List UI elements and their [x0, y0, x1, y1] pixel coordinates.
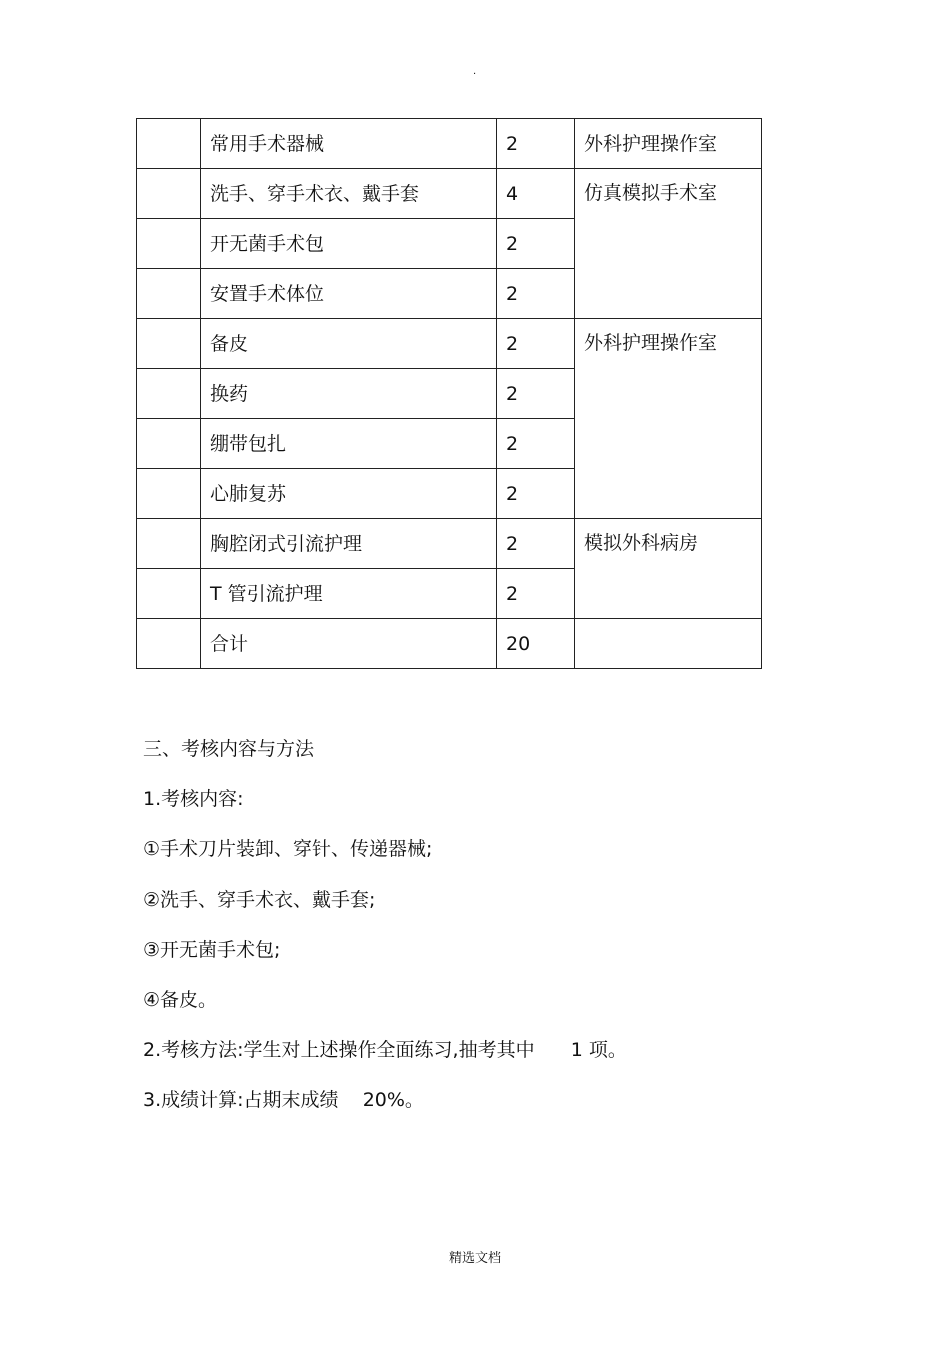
hours-cell: 2 [497, 469, 575, 519]
location-cell: 外科护理操作室 [575, 319, 762, 519]
item-cell: 洗手、穿手术衣、戴手套 [201, 169, 497, 219]
list-item: ③开无菌手术包; [143, 938, 281, 961]
location-cell: 仿真模拟手术室 [575, 169, 762, 319]
hours-cell: 2 [497, 419, 575, 469]
index-cell [137, 219, 201, 269]
item-cell: 胸腔闭式引流护理 [201, 519, 497, 569]
item-cell: 心肺复苏 [201, 469, 497, 519]
index-cell [137, 519, 201, 569]
index-cell [137, 619, 201, 669]
hours-cell: 2 [497, 219, 575, 269]
section-heading: 三、考核内容与方法 [143, 738, 315, 760]
table-row [137, 119, 762, 169]
assessment-section [143, 734, 803, 1136]
index-cell [137, 419, 201, 469]
content-label: 1.考核内容: [143, 788, 244, 811]
table-row [137, 169, 762, 219]
method-text: 2.考核方法:学生对上述操作全面练习,抽考其中 1 项。 [143, 1039, 627, 1062]
item-cell: 换药 [201, 369, 497, 419]
top-mark: · [473, 69, 477, 80]
location-cell: 模拟外科病房 [575, 519, 762, 619]
index-cell [137, 169, 201, 219]
index-cell [137, 269, 201, 319]
grading-text: 3.成绩计算:占期末成绩 20%。 [143, 1089, 424, 1112]
hours-cell: 2 [497, 569, 575, 619]
item-cell: 常用手术器械 [201, 119, 497, 169]
index-cell [137, 369, 201, 419]
hours-cell: 4 [497, 169, 575, 219]
index-cell [137, 469, 201, 519]
list-item: ①手术刀片装卸、穿针、传递器械; [143, 838, 433, 861]
hours-cell: 2 [497, 319, 575, 369]
item-cell: 绷带包扎 [201, 419, 497, 469]
index-cell [137, 119, 201, 169]
hours-cell: 2 [497, 369, 575, 419]
item-cell: 开无菌手术包 [201, 219, 497, 269]
hours-cell: 20 [497, 619, 575, 669]
page-footer: 精选文档 [448, 1251, 501, 1266]
table-row [137, 319, 762, 369]
list-item: ②洗手、穿手术衣、戴手套; [143, 888, 376, 911]
item-cell: 备皮 [201, 319, 497, 369]
item-cell: 合计 [201, 619, 497, 669]
hours-cell: 2 [497, 119, 575, 169]
index-cell [137, 569, 201, 619]
practice-schedule-table [136, 118, 762, 669]
location-cell: 外科护理操作室 [575, 119, 762, 169]
item-cell: 安置手术体位 [201, 269, 497, 319]
location-cell [575, 619, 762, 669]
hours-cell: 2 [497, 269, 575, 319]
item-cell: T 管引流护理 [201, 569, 497, 619]
index-cell [137, 319, 201, 369]
table-row [137, 519, 762, 569]
table-total-row [137, 619, 762, 669]
list-item: ④备皮。 [143, 988, 218, 1011]
hours-cell: 2 [497, 519, 575, 569]
